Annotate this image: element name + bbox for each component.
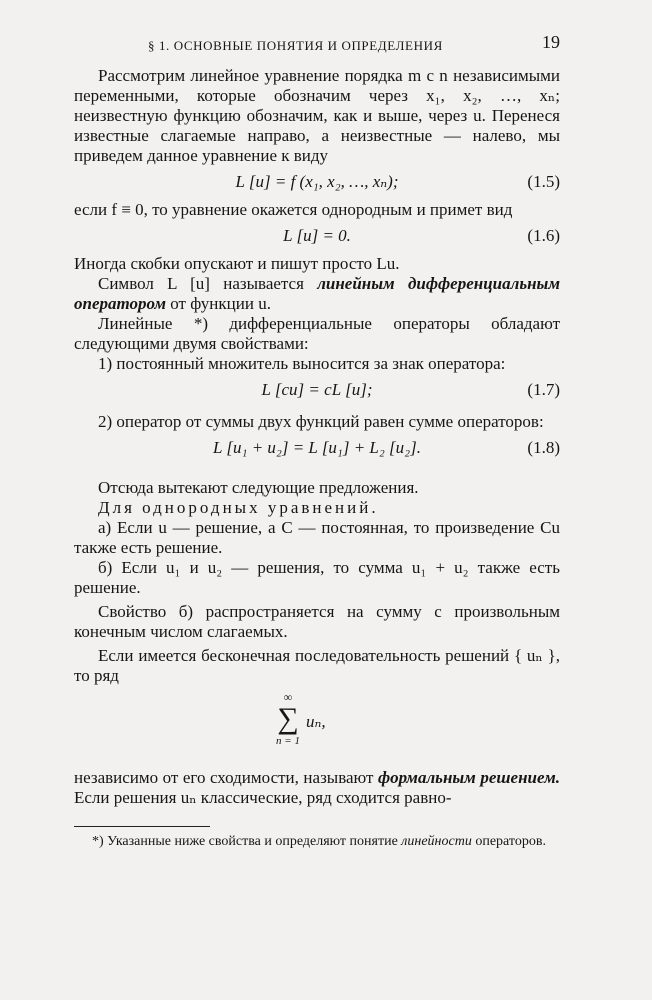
formal-solution-term: формальным решением. — [377, 768, 561, 787]
equation-1-5-number: (1.5) — [527, 172, 560, 191]
equation-1-8 — [74, 438, 560, 460]
equation-1-7-number: (1.7) — [527, 380, 560, 399]
operator-def-start: Символ L [u] называется — [98, 274, 318, 293]
sigma-block — [272, 690, 304, 748]
equation-1-8-number: (1.8) — [527, 438, 560, 457]
page-number: 19 — [542, 32, 560, 52]
paragraph-intro: Рассмотрим линейное уравнение порядка m с n независимыми переменными, которые обозначим через x₁, x₂, …, xₙ; неизвестную функцию обозначим, как и выше, через u. Перенеся известные слагаемые направо, а неизвестные — налево, мы приведем данное уравнение к виду — [74, 66, 560, 165]
operator-def-term: линейным дифференциальным оператором — [74, 274, 560, 313]
series-formula — [74, 690, 560, 762]
equation-1-8-text: L [u₁ + u₂] = L [u₁] + L₂ [u₂]. — [213, 438, 421, 457]
equation-1-5 — [74, 172, 560, 194]
equation-1-6-text: L [u] = 0. — [283, 226, 351, 245]
formal-solution-start: независимо от его сходимости, называют — [74, 768, 378, 787]
sum-term: uₙ, — [306, 712, 326, 731]
formal-solution-end: Если решения uₙ классические, ряд сходится равно- — [74, 788, 452, 807]
paragraph-property-extension: Свойство б) распространяется на сумму с произвольным конечным числом слагаемых. — [74, 602, 560, 641]
property-1: 1) постоянный множитель выносится за знак оператора: — [98, 354, 506, 373]
footnote-term: линейности — [401, 834, 472, 849]
sum-lower-limit: n = 1 — [276, 735, 300, 747]
paragraph-infinite-sequence: Если имеется бесконечная последовательность решений { uₙ }, то ряд — [74, 646, 560, 685]
sigma-symbol: ∑ — [277, 702, 299, 735]
sum-upper-limit: ∞ — [283, 690, 293, 704]
footnote — [74, 833, 560, 851]
paragraph-operator-definition — [74, 274, 560, 314]
paragraph-linear-properties: Линейные *) дифференциальные операторы обладают следующими двумя свойствами: — [74, 314, 560, 353]
equation-1-7-text: L [cu] = cL [u]; — [261, 380, 373, 399]
footnote-end: операторов. — [471, 834, 546, 849]
section-title: § 1. ОСНОВНЫЕ ПОНЯТИЯ И ОПРЕДЕЛЕНИЯ — [148, 38, 443, 53]
property-2: 2) оператор от суммы двух функций равен сумме операторов: — [98, 412, 544, 431]
equation-1-6-number: (1.6) — [527, 226, 560, 245]
equation-1-5-text: L [u] = f (x₁, x₂, …, xₙ); — [235, 172, 399, 191]
book-page — [74, 32, 560, 851]
footnote-rule — [74, 826, 210, 827]
equation-1-7 — [74, 380, 560, 402]
footnote-start: *) Указанные ниже свойства и определяют понятие — [92, 834, 402, 849]
paragraph-for-homogeneous: Для однородных уравнений. — [98, 498, 379, 517]
paragraph-brackets: Иногда скобки опускают и пишут просто Lu. — [74, 254, 400, 273]
item-b: б) Если u₁ и u₂ — решения, то сумма u₁ + u₂ также есть решение. — [74, 558, 560, 597]
equation-1-6 — [74, 226, 560, 248]
paragraph-consequences: Отсюда вытекают следующие предложения. — [98, 478, 419, 497]
item-a: а) Если u — решение, а C — постоянная, то произведение Cu также есть решение. — [74, 518, 560, 557]
running-header — [74, 32, 560, 54]
paragraph-formal-solution — [74, 768, 560, 808]
paragraph-homogeneous: если f ≡ 0, то уравнение окажется однородным и примет вид — [74, 200, 513, 219]
operator-def-end: от функции u. — [166, 294, 271, 313]
